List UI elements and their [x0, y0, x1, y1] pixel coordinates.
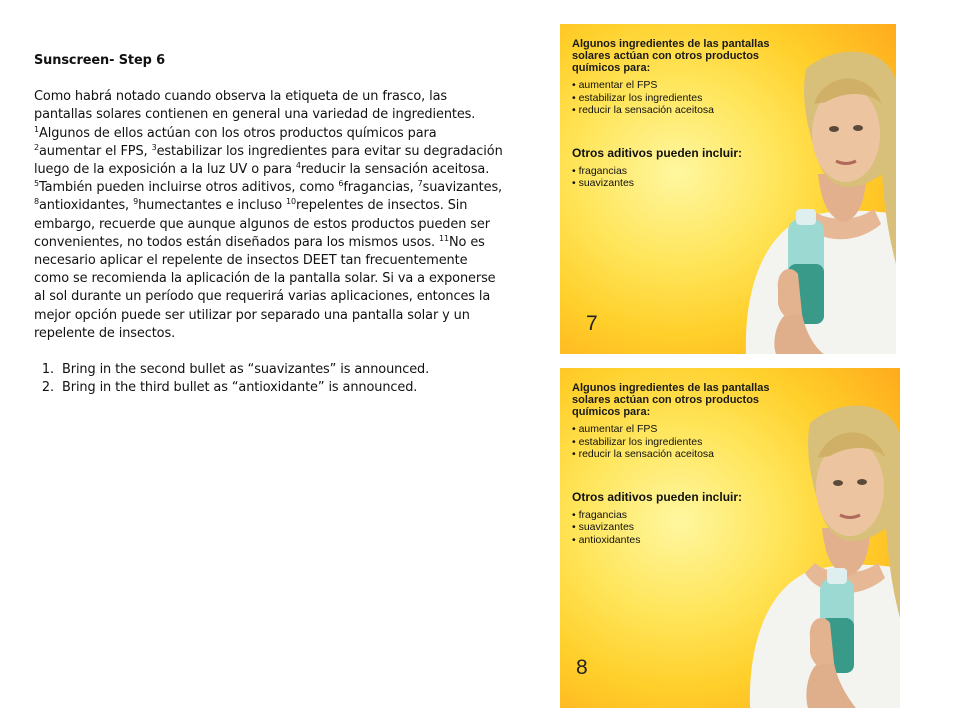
body-part: reducir la sensación aceitosa.: [300, 162, 490, 178]
slide-heading: Algunos ingredientes de las pantallas solares actúan con otros productos químicos para:: [572, 382, 770, 418]
bullet-item: • antioxidantes: [572, 534, 772, 547]
ref-number: 8: [34, 197, 39, 207]
step-item: 1. Bring in the second bullet as “suavizantes” is announced.: [58, 361, 504, 379]
bullet-item: • reducir la sensación aceitosa: [572, 104, 772, 117]
body-paragraph: [34, 88, 504, 343]
slide-bullets-2: [572, 509, 772, 547]
slide-bullets-2: [572, 165, 772, 190]
ref-number: 10: [286, 197, 297, 207]
ref-number: 5: [34, 179, 39, 189]
body-part: suavizantes,: [422, 180, 503, 196]
body-text: [34, 88, 504, 343]
page-title: Sunscreen- Step 6: [34, 53, 165, 68]
slide-bullets: [572, 423, 772, 461]
slide-thumbnail-8: [560, 368, 900, 708]
bullet-item: • suavizantes: [572, 521, 772, 534]
body-part: humectantes e incluso: [138, 198, 287, 214]
bullet-item: • fragancias: [572, 165, 772, 178]
slide-number: 7: [586, 312, 598, 335]
bullet-item: • suavizantes: [572, 177, 772, 190]
notes-column: [34, 52, 504, 397]
body-part: aumentar el FPS,: [39, 143, 152, 159]
body-part: Algunos de ellos actúan con los otros productos químicos para: [39, 125, 437, 141]
body-part: fragancias,: [343, 180, 418, 196]
bullet-item: • fragancias: [572, 509, 772, 522]
body-part: antioxidantes,: [39, 198, 134, 214]
body-part: repelentes de insectos. Sin embargo, recuerde que aunque algunos de estos productos pueden ser convenientes, no todos están diseñados para los mismos usos.: [34, 198, 490, 250]
ref-number: 6: [338, 179, 344, 189]
bullet-item: • reducir la sensación aceitosa: [572, 448, 772, 461]
slide-heading: Algunos ingredientes de las pantallas solares actúan con otros productos químicos para:: [572, 38, 770, 74]
ref-number: 7: [417, 179, 423, 189]
slide-number: 8: [576, 656, 588, 679]
bullet-item: • aumentar el FPS: [572, 423, 772, 436]
ref-number: 4: [295, 161, 301, 171]
slide-thumbnail-7: [560, 24, 896, 354]
slide-heading-2: Otros aditivos pueden incluir:: [572, 145, 743, 160]
slide-text: [572, 382, 772, 546]
body-part: Como habrá notado cuando observa la etiqueta de un frasco, las pantallas solares contienen en general una variedad de ingredientes.: [34, 89, 476, 123]
slide-bullets: [572, 79, 772, 117]
ref-number: 11: [439, 233, 450, 243]
ref-number: 1: [34, 124, 39, 134]
ref-number: 9: [133, 197, 139, 207]
body-part: No es necesario aplicar el repelente de insectos DEET tan frecuentemente como se recomienda la aplicación de la pantalla solar. Si va a exponerse al sol durante un período que requerirá varias aplicaciones, entonces la mejor opción puede ser utilizar por separado una pantalla solar y un repelente de insectos.: [34, 234, 496, 341]
slide-text: [572, 38, 772, 190]
body-part: estabilizar los ingredientes para evitar su degradación luego de la exposición a la luz UV o para: [34, 143, 503, 178]
ref-number: 3: [151, 142, 157, 152]
bullet-item: • aumentar el FPS: [572, 79, 772, 92]
steps-list: [34, 361, 504, 397]
body-part: También pueden incluirse otros aditivos, como: [39, 180, 339, 196]
step-item: 2. Bring in the third bullet as “antioxidante” is announced.: [58, 379, 504, 397]
bullet-item: • estabilizar los ingredientes: [572, 92, 772, 105]
ref-number: 2: [34, 142, 39, 152]
slide-heading-2: Otros aditivos pueden incluir:: [572, 489, 743, 504]
bullet-item: • estabilizar los ingredientes: [572, 436, 772, 449]
